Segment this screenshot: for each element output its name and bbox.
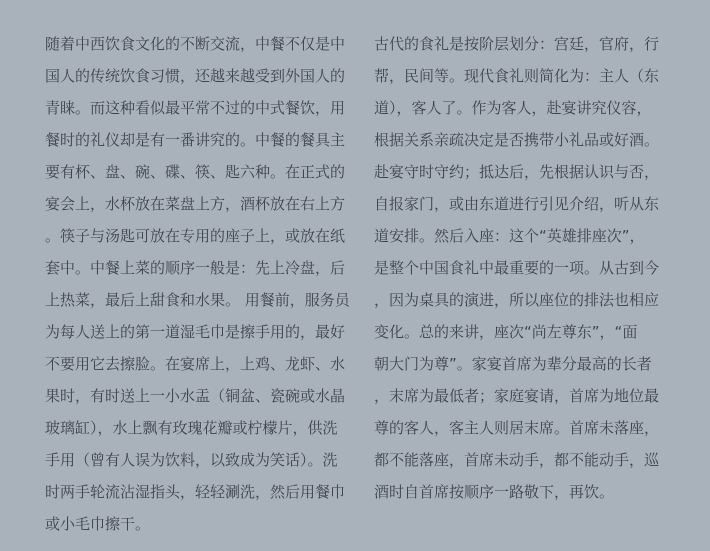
text-line: 手用（曾有人误为饮料，以致成为笑话）。洗 <box>45 451 338 469</box>
text-column-right <box>374 28 664 508</box>
text-line: 为每人送上的第一道湿毛巾是擦手用的，最好 <box>45 323 346 341</box>
text-line: 或小毛巾擦干。 <box>45 515 151 533</box>
text-line: 玻璃缸），水上飘有玫瑰花瓣或柠檬片，供洗 <box>45 419 338 437</box>
text-line: 赴宴守时守约；抵达后，先根据认识与否， <box>374 163 660 181</box>
text-line: ，因为桌具的演进，所以座位的排法也相应 <box>374 291 660 309</box>
text-line: 时两手轮流沾湿指头，轻轻涮洗，然后用餐巾 <box>45 483 346 501</box>
text-line: 是整个中国食礼中最重要的一项。从古到今 <box>374 259 660 277</box>
text-line: 要有杯、盘、碗、碟、筷、匙六种。在正式的 <box>45 163 346 181</box>
text-line: 自报家门，或由东道进行引见介绍，听从东 <box>374 195 660 213</box>
text-line: 道），客人了。作为客人，赴宴讲究仪容， <box>374 99 652 117</box>
text-line: 随着中西饮食文化的不断交流，中餐不仅是中 <box>45 35 346 53</box>
text-line: 变化。总的来讲，座次“尚左尊东”，“面 <box>374 323 638 341</box>
text-line: 。筷子与汤匙可放在专用的座子上，或放在纸 <box>45 227 346 245</box>
text-line: 尊的客人，客主人则居末席。首席未落座， <box>374 419 660 437</box>
text-line: 国人的传统饮食习惯，还越来越受到外国人的 <box>45 67 346 85</box>
text-line: 帮，民间等。现代食礼则简化为：主人（东 <box>374 67 660 85</box>
text-line: 宴会上，水杯放在菜盘上方，酒杯放在右上方 <box>45 195 346 213</box>
text-line: 古代的食礼是按阶层划分：宫廷，官府，行 <box>374 35 660 53</box>
text-line: ，末席为最低者；家庭宴请，首席为地位最 <box>374 387 660 405</box>
text-line: 套中。中餐上菜的顺序一般是：先上冷盘，后 <box>45 259 346 277</box>
text-line: 不要用它去擦脸。在宴席上，上鸡、龙虾、水 <box>45 355 346 373</box>
text-line: 朝大门为尊”。家宴首席为辈分最高的长者 <box>374 355 652 373</box>
text-line: 青睐。而这种看似最平常不过的中式餐饮，用 <box>45 99 346 117</box>
text-line: 上热菜，最后上甜食和水果。 用餐前，服务员 <box>45 291 350 309</box>
text-line: 道安排。然后入座：这个“英雄排座次”， <box>374 227 645 245</box>
text-line: 酒时自首席按顺序一路敬下，再饮。 <box>374 483 615 501</box>
text-line: 果时，有时送上一小水盂（铜盆、瓷碗或水晶 <box>45 387 346 405</box>
text-line: 餐时的礼仪却是有一番讲究的。中餐的餐具主 <box>45 131 346 149</box>
text-line: 根据关系亲疏决定是否携带小礼品或好酒。 <box>374 131 660 149</box>
text-column-left <box>45 28 350 540</box>
text-line: 都不能落座，首席未动手，都不能动手，巡 <box>374 451 660 469</box>
